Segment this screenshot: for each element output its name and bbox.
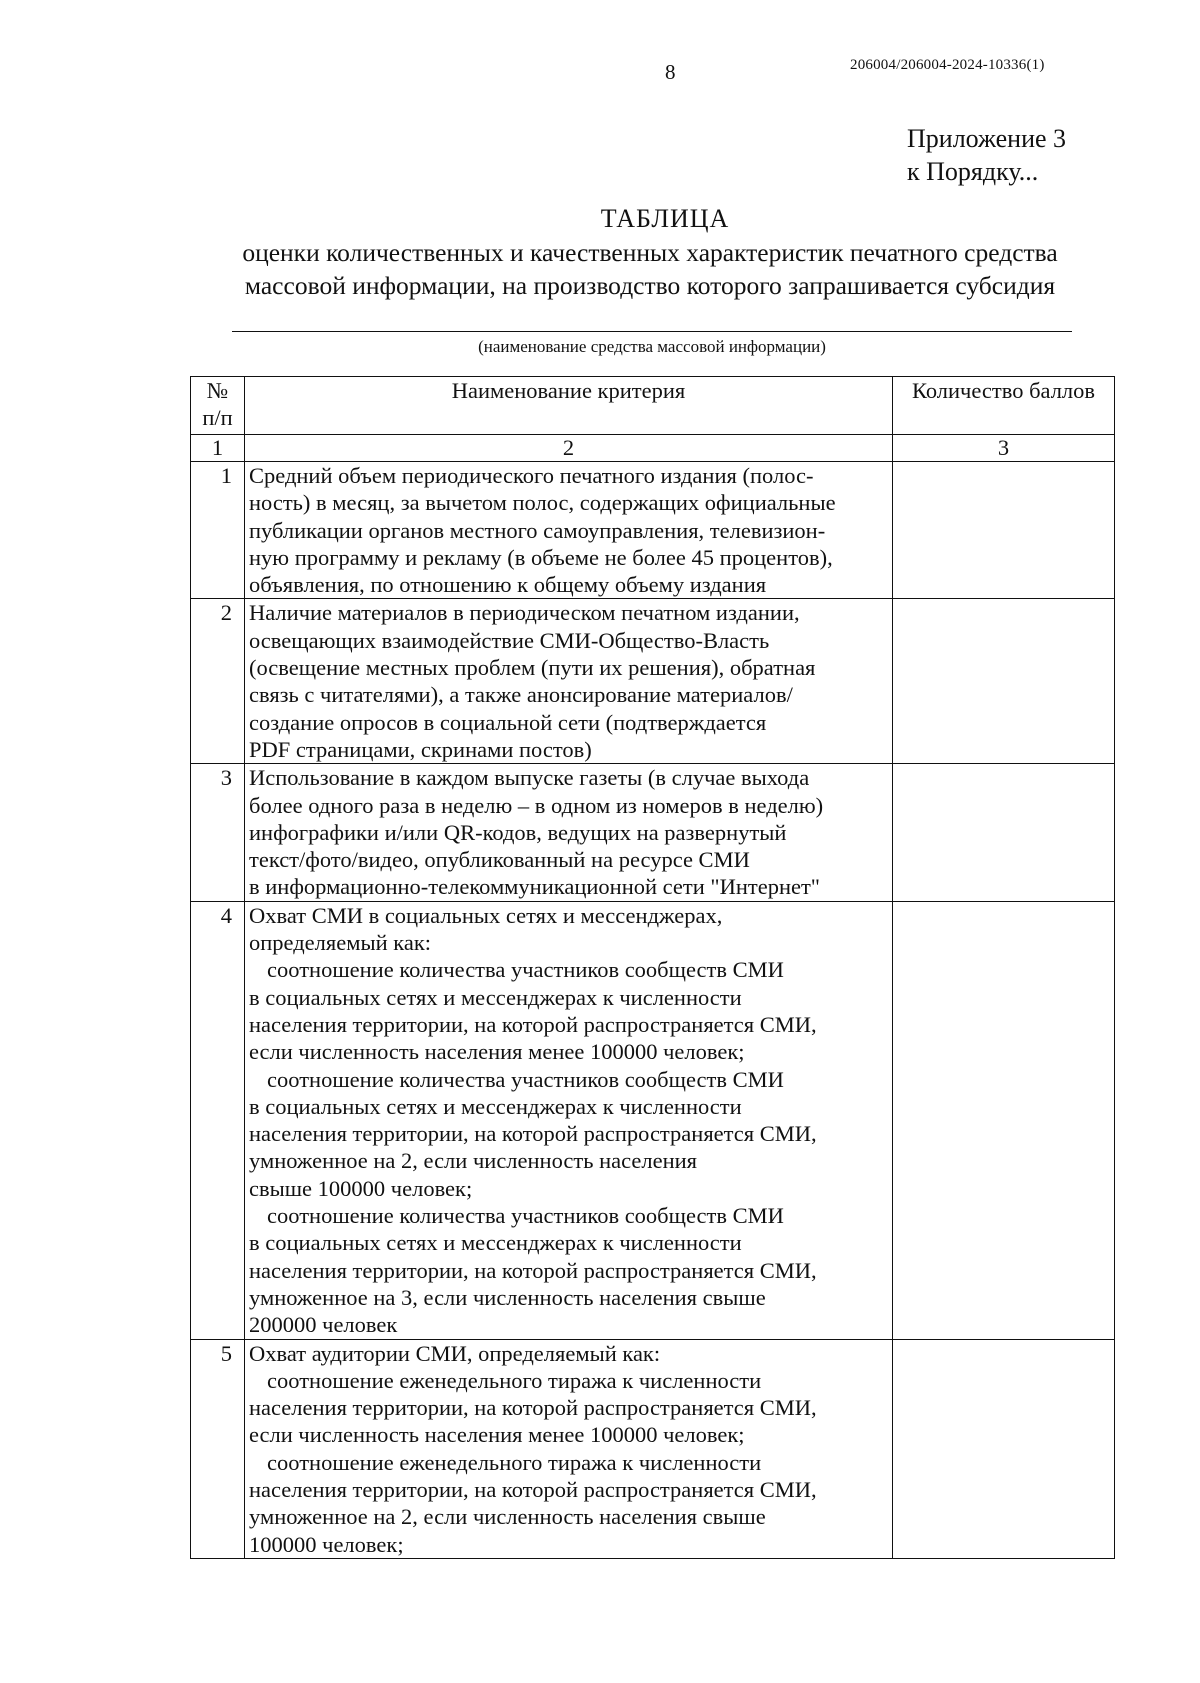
score-cell[interactable] xyxy=(893,1339,1115,1558)
table-row xyxy=(191,764,1115,901)
criterion-text-line: населения территории, на которой распространяется СМИ, xyxy=(249,1011,817,1037)
criterion-text-line: PDF страницами, скринами постов) xyxy=(249,736,592,762)
criterion-text xyxy=(245,462,893,599)
row-number: 1 xyxy=(191,462,245,599)
header-number xyxy=(191,377,245,435)
criterion-text xyxy=(245,901,893,1339)
score-cell[interactable] xyxy=(893,462,1115,599)
column-number: 1 xyxy=(191,435,245,462)
document-id: 206004/206004-2024-10336(1) xyxy=(850,57,1045,73)
criterion-text-line: Охват СМИ в социальных сетях и мессенджерах, xyxy=(249,902,723,928)
column-number: 2 xyxy=(245,435,893,462)
criterion-text-line: 200000 человек xyxy=(249,1312,398,1338)
table-row xyxy=(191,1339,1115,1558)
criterion-text-line: в социальных сетях и мессенджерах к численности xyxy=(249,984,742,1010)
criterion-text-line: создание опросов в социальной сети (подтверждается xyxy=(249,709,767,735)
criterion-text-line: объявления, по отношению к общему объему издания xyxy=(249,572,767,598)
criterion-text-line: умноженное на 2, если численность населения свыше xyxy=(249,1504,766,1530)
criterion-text-line: населения территории, на которой распространяется СМИ, xyxy=(249,1476,817,1502)
document-subtitle xyxy=(170,236,1130,302)
criterion-text xyxy=(245,764,893,901)
header-score: Количество баллов xyxy=(893,377,1115,435)
criterion-text-line: соотношение еженедельного тиража к численности xyxy=(267,1449,762,1475)
row-number: 4 xyxy=(191,901,245,1339)
row-number: 2 xyxy=(191,599,245,764)
criterion-text-line: Наличие материалов в периодическом печатном издании, xyxy=(249,600,800,626)
criterion-text-line: если численность населения менее 100000 человек; xyxy=(249,1422,745,1448)
score-cell[interactable] xyxy=(893,901,1115,1339)
criterion-text xyxy=(245,1339,893,1558)
column-number: 3 xyxy=(893,435,1115,462)
header-number-abbr: п/п xyxy=(202,405,233,431)
criterion-text-line: публикации органов местного самоуправления, телевизион- xyxy=(249,517,826,543)
subtitle-line-1: оценки количественных и качественных характеристик печатного средства xyxy=(242,238,1058,267)
row-number: 3 xyxy=(191,764,245,901)
column-numbers-row xyxy=(191,435,1115,462)
score-cell[interactable] xyxy=(893,764,1115,901)
criterion-text-line: Охват аудитории СМИ, определяемый как: xyxy=(249,1340,661,1366)
criterion-text-line: населения территории, на которой распространяется СМИ, xyxy=(249,1395,817,1421)
criterion-text-line: населения территории, на которой распространяется СМИ, xyxy=(249,1121,817,1147)
criterion-text-line: свыше 100000 человек; xyxy=(249,1175,473,1201)
header-number-symbol: № xyxy=(206,378,229,403)
criterion-text-line: ность) в месяц, за вычетом полос, содержащих официальные xyxy=(249,490,836,516)
criterion-text-line: более одного раза в неделю – в одном из номеров в неделю) xyxy=(249,792,824,818)
table-header-row xyxy=(191,377,1115,435)
score-cell[interactable] xyxy=(893,599,1115,764)
criteria-table xyxy=(190,376,1115,1559)
criterion-text-line: в социальных сетях и мессенджерах к численности xyxy=(249,1230,742,1256)
criterion-text-line: соотношение еженедельного тиража к численности xyxy=(267,1367,762,1393)
media-name-blank-line xyxy=(232,331,1072,332)
criterion-text-line: умноженное на 2, если численность населения xyxy=(249,1148,698,1174)
criterion-text xyxy=(245,599,893,764)
table-row xyxy=(191,462,1115,599)
criterion-text-line: если численность населения менее 100000 человек; xyxy=(249,1039,745,1065)
criterion-text-line: связь с читателями), а также анонсирование материалов/ xyxy=(249,682,793,708)
criterion-text-line: умноженное на 3, если численность населения свыше xyxy=(249,1284,766,1310)
criterion-text-line: в социальных сетях и мессенджерах к численности xyxy=(249,1093,742,1119)
criterion-text-line: определяемый как: xyxy=(249,930,432,956)
criterion-text-line: текст/фото/видео, опубликованный на ресурсе СМИ xyxy=(249,847,750,873)
criterion-text-line: Средний объем периодического печатного издания (полос- xyxy=(249,463,814,488)
criterion-text-line: соотношение количества участников сообществ СМИ xyxy=(267,957,784,983)
criterion-text-line: инфографики и/или QR-кодов, ведущих на развернутый xyxy=(249,819,787,845)
criterion-text-line: Использование в каждом выпуске газеты (в случае выхода xyxy=(249,765,810,791)
header-criterion-name: Наименование критерия xyxy=(245,377,893,435)
criterion-text-line: ную программу и рекламу (в объеме не более 45 процентов), xyxy=(249,544,833,570)
appendix-line-1: Приложение 3 xyxy=(907,124,1067,153)
criterion-text-line: освещающих взаимодействие СМИ-Общество-Власть xyxy=(249,627,770,653)
criterion-text-line: в информационно-телекоммуникационной сети "Интернет" xyxy=(249,874,820,900)
page-number: 8 xyxy=(665,60,676,84)
table-row xyxy=(191,599,1115,764)
criterion-text-line: населения территории, на которой распространяется СМИ, xyxy=(249,1257,817,1283)
table-row xyxy=(191,901,1115,1339)
document-title: ТАБЛИЦА xyxy=(600,204,730,233)
row-number: 5 xyxy=(191,1339,245,1558)
appendix-line-2: к Порядку... xyxy=(907,157,1039,186)
criterion-text-line: соотношение количества участников сообществ СМИ xyxy=(267,1066,784,1092)
subtitle-line-2: массовой информации, на производство которого запрашивается субсидия xyxy=(244,271,1056,300)
appendix-reference xyxy=(907,122,1066,188)
media-name-caption: (наименование средства массовой информации) xyxy=(478,337,826,356)
criterion-text-line: (освещение местных проблем (пути их решения), обратная xyxy=(249,655,816,681)
criterion-text-line: 100000 человек; xyxy=(249,1531,404,1557)
criterion-text-line: соотношение количества участников сообществ СМИ xyxy=(267,1203,784,1229)
